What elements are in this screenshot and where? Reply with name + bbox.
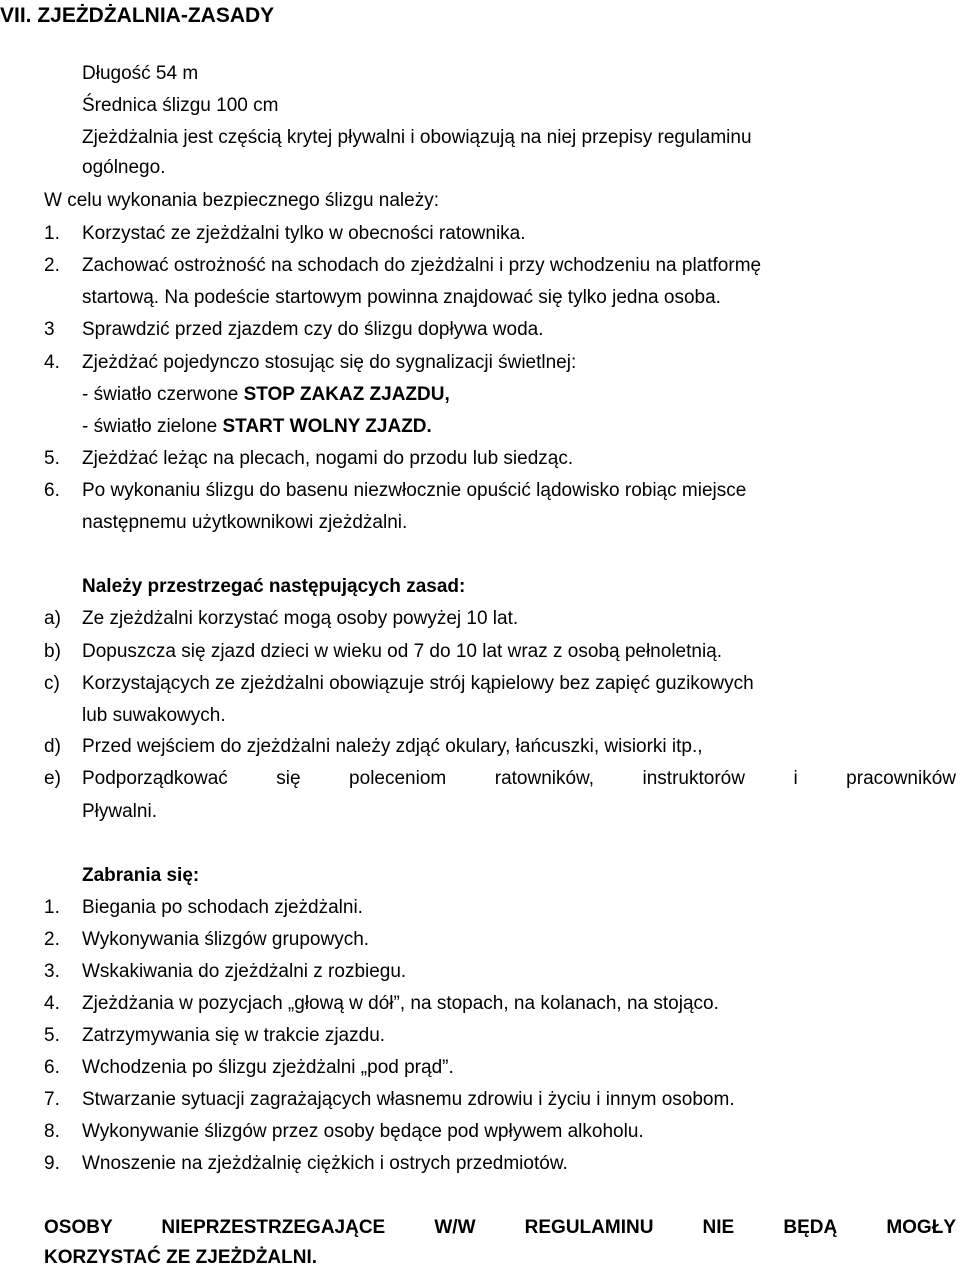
list-item-text: Podporządkować się poleceniom ratowników, instruktorów i pracowników <box>82 768 956 789</box>
list-item <box>44 1152 960 1176</box>
list-marker: 2. <box>44 929 60 950</box>
list-item-text: Biegania po schodach zjeżdżalni. <box>82 897 363 918</box>
list-item-text: Zjeżdżania w pozycjach „głową w dół”, na stopach, na kolanach, na stojąco. <box>82 993 719 1014</box>
list-item <box>44 767 960 791</box>
list-marker: d) <box>44 736 61 757</box>
list-item-text: Wykonywanie ślizgów przez osoby będące pod wpływem alkoholu. <box>82 1121 644 1142</box>
list-item-text: Zatrzymywania się w trakcie zjazdu. <box>82 1025 386 1046</box>
signal-red-bold: STOP ZAKAZ ZJAZDU, <box>243 384 450 405</box>
list-item-text: Po wykonaniu ślizgu do basenu niezwłocznie opuścić lądowisko robiąc miejsce <box>82 480 747 501</box>
list-item <box>44 640 960 664</box>
list-item <box>44 672 960 696</box>
list-item <box>44 928 960 952</box>
signal-red-prefix: - światło czerwone <box>82 384 244 405</box>
list-marker: b) <box>44 641 61 662</box>
slide-diameter: Średnica ślizgu 100 cm <box>82 95 279 116</box>
list-item <box>44 1088 960 1112</box>
list-item-text: Dopuszcza się zjazd dzieci w wieku od 7 do 10 lat wraz z osobą pełnoletnią. <box>82 641 723 662</box>
list-item <box>44 318 960 342</box>
list-item <box>44 735 960 759</box>
list-item-text-continued: lub suwakowych. <box>82 705 226 726</box>
signal-red-line <box>82 383 450 407</box>
list-item <box>44 896 960 920</box>
list-marker: 4. <box>44 352 60 373</box>
list-marker: 7. <box>44 1089 60 1110</box>
list-item-text-continued: Pływalni. <box>82 801 157 822</box>
list-item-text: Wskakiwania do zjeżdżalni z rozbiegu. <box>82 961 407 982</box>
list-marker: 3. <box>44 961 60 982</box>
list-item-text-continued: następnemu użytkownikowi zjeżdżalni. <box>82 512 408 533</box>
list-item <box>44 607 960 631</box>
footer-warning-line2: KORZYSTAĆ ZE ZJEŻDŻALNI. <box>44 1247 318 1268</box>
list-marker: 2. <box>44 255 60 276</box>
list-item-text: Zachować ostrożność na schodach do zjeżdżalni i przy wchodzeniu na platformę <box>82 255 762 276</box>
list-marker: 8. <box>44 1121 60 1142</box>
signal-green-bold: START WOLNY ZJAZD. <box>222 416 432 437</box>
list-item-text: Zjeżdżać pojedynczo stosując się do sygnalizacji świetlnej: <box>82 352 577 373</box>
list-marker: 5. <box>44 448 60 469</box>
footer-warning-line1: OSOBY NIEPRZESTRZEGAJĄCE W/W REGULAMINU NIE BĘDĄ MOGŁY <box>44 1217 956 1238</box>
list-item-text: Wykonywania ślizgów grupowych. <box>82 929 370 950</box>
list-item-text: Ze zjeżdżalni korzystać mogą osoby powyżej 10 lat. <box>82 608 519 629</box>
rules-heading: Należy przestrzegać następujących zasad: <box>82 576 466 597</box>
page-title: VII. ZJEŻDŻALNIA-ZASADY <box>0 4 275 27</box>
list-item-text: Stwarzanie sytuacji zagrażających własnemu zdrowiu i życiu i innym osobom. <box>82 1089 735 1110</box>
list-marker: 1. <box>44 897 60 918</box>
list-item-text: Przed wejściem do zjeżdżalni należy zdjąć okulary, łańcuszki, wisiorki itp., <box>82 736 703 757</box>
list-item <box>44 1120 960 1144</box>
list-marker: e) <box>44 768 61 789</box>
intro-part-of-pool-line2: ogólnego. <box>82 157 166 178</box>
list-marker: c) <box>44 673 60 694</box>
list-marker: 9. <box>44 1153 60 1174</box>
safe-slide-heading: W celu wykonania bezpiecznego ślizgu należy: <box>44 190 439 211</box>
list-item <box>44 351 960 375</box>
list-item <box>44 992 960 1016</box>
slide-length: Długość 54 m <box>82 63 199 84</box>
list-marker: 5. <box>44 1025 60 1046</box>
list-marker: 1. <box>44 223 60 244</box>
list-marker: 6. <box>44 480 60 501</box>
list-item-text-continued: startową. Na podeście startowym powinna znajdować się tylko jedna osoba. <box>82 287 721 308</box>
list-item <box>44 254 960 278</box>
list-item <box>44 447 960 471</box>
intro-part-of-pool-line1: Zjeżdżalnia jest częścią krytej pływalni i obowiązują na niej przepisy regulaminu <box>82 127 752 148</box>
list-marker: 6. <box>44 1057 60 1078</box>
signal-green-line <box>82 415 432 439</box>
list-item-text: Korzystających ze zjeżdżalni obowiązuje strój kąpielowy bez zapięć guzikowych <box>82 673 754 694</box>
list-item-text: Wnoszenie na zjeżdżalnię ciężkich i ostrych przedmiotów. <box>82 1153 568 1174</box>
list-item <box>44 1056 960 1080</box>
list-marker: 3 <box>44 319 55 340</box>
list-item-text: Sprawdzić przed zjazdem czy do ślizgu dopływa woda. <box>82 319 544 340</box>
list-item <box>44 222 960 246</box>
prohibited-heading: Zabrania się: <box>82 865 200 886</box>
list-item <box>44 1024 960 1048</box>
list-marker: a) <box>44 608 61 629</box>
list-item-text: Korzystać ze zjeżdżalni tylko w obecności ratownika. <box>82 223 526 244</box>
list-item-text: Wchodzenia po ślizgu zjeżdżalni „pod prąd”. <box>82 1057 454 1078</box>
list-item-text: Zjeżdżać leżąc na plecach, nogami do przodu lub siedząc. <box>82 448 574 469</box>
signal-green-prefix: - światło zielone <box>82 416 223 437</box>
list-marker: 4. <box>44 993 60 1014</box>
list-item <box>44 960 960 984</box>
list-item <box>44 479 960 503</box>
